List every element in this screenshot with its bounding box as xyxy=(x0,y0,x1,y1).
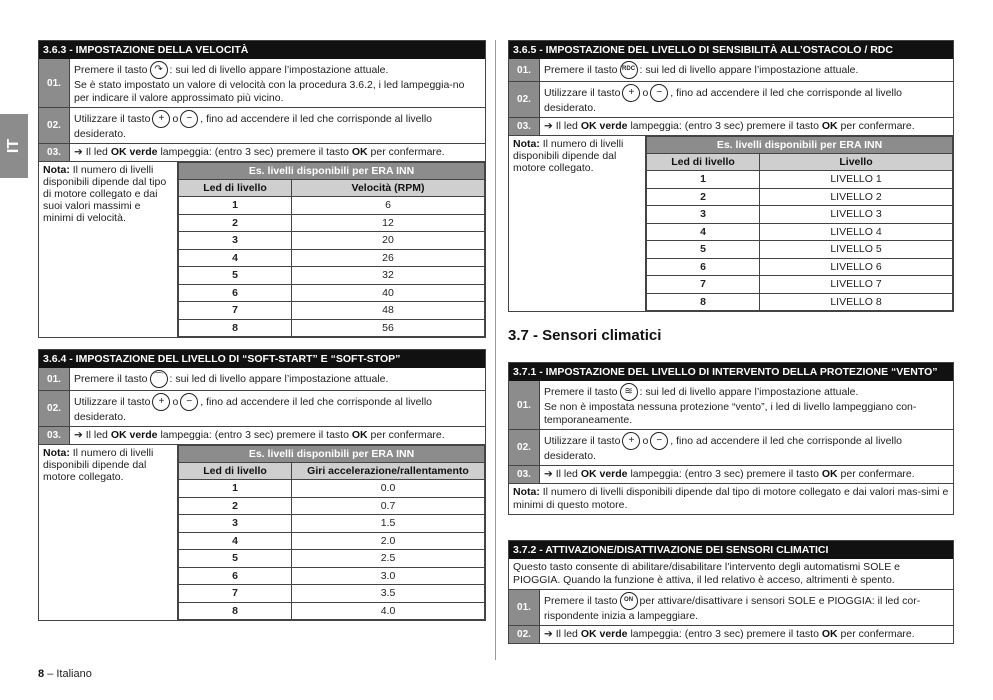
step-text-a: Premere il tasto xyxy=(544,385,618,398)
table-row xyxy=(179,302,485,320)
step-text-b: : sui led di livello appare l’impostazione attuale. xyxy=(639,63,859,76)
intro-text: Questo tasto consente di abilitare/disabilitare l’intervento degli automatismi SOLE e PIOGGIA. Quando la funzione è attiva, il led relativo è acceso, altrimenti è spento. xyxy=(513,561,900,586)
table-row xyxy=(179,497,485,515)
step-text-b: : sui led di livello appare l’impostazione attuale. xyxy=(639,385,859,398)
ok-key-label: OK xyxy=(351,429,368,441)
step-text-b: per attivare/disattivare i sensori SOLE e PIOGGIA: il led cor-rispondente inizia a lampeggiare. xyxy=(544,594,921,622)
table-row xyxy=(179,267,485,285)
step-text-c: per confermare. xyxy=(370,429,445,441)
note-label: Nota: xyxy=(513,486,540,498)
led-cell: 1 xyxy=(179,480,292,498)
table-row xyxy=(179,567,485,585)
step-number: 03. xyxy=(509,118,539,135)
led-cell: 6 xyxy=(179,284,292,302)
led-cell: 4 xyxy=(647,223,760,241)
plus-icon: + xyxy=(152,110,170,128)
value-cell: 0.7 xyxy=(292,497,485,515)
speed-key-icon: ↷ xyxy=(150,61,168,79)
ok-key-label: OK xyxy=(821,120,838,132)
levels-block xyxy=(39,161,485,337)
levels-block xyxy=(39,444,485,620)
step-text-a: ➔ Il led xyxy=(74,429,108,441)
table-row xyxy=(647,293,953,311)
value-cell: 6 xyxy=(292,197,485,215)
step-text-c: Se è stato impostato un valore di velocità con la procedura 3.6.2, i led lampeggia-no per indicare il valore approssimato più vicino. xyxy=(74,79,465,104)
value-cell: 4.0 xyxy=(292,602,485,620)
led-cell: 1 xyxy=(647,171,760,189)
step-text-b: : sui led di livello appare l’impostazione attuale. xyxy=(169,372,389,385)
page-footer xyxy=(38,668,92,680)
led-cell: 6 xyxy=(647,258,760,276)
table-row xyxy=(179,214,485,232)
column-header: Led di livello xyxy=(647,154,760,171)
section-3-6-4 xyxy=(38,349,486,621)
step-text xyxy=(539,466,953,483)
sensor-on-key-icon: ON xyxy=(620,592,638,610)
note-label: Nota: xyxy=(513,138,540,150)
table-row xyxy=(179,550,485,568)
step-text-b: , fino ad accendere il led che corrisponde al livello desiderato. xyxy=(74,395,433,423)
column-divider xyxy=(495,40,496,660)
minus-icon: − xyxy=(180,110,198,128)
value-cell: LIVELLO 8 xyxy=(760,293,953,311)
led-cell: 3 xyxy=(647,206,760,224)
step-number: 01. xyxy=(39,368,69,390)
section-title: 3.7.2 - ATTIVAZIONE/DISATTIVAZIONE DEI SENSORI CLIMATICI xyxy=(509,541,953,559)
led-cell: 6 xyxy=(179,567,292,585)
table-row xyxy=(179,480,485,498)
section-3-6-5 xyxy=(508,40,954,312)
led-cell: 4 xyxy=(179,249,292,267)
table-row xyxy=(179,284,485,302)
minus-icon: − xyxy=(650,432,668,450)
value-cell: LIVELLO 2 xyxy=(760,188,953,206)
step-text-b: , fino ad accendere il led che corrisponde al livello desiderato. xyxy=(74,112,433,140)
step-text-c: per confermare. xyxy=(370,146,445,158)
table-row xyxy=(647,223,953,241)
table-row xyxy=(647,241,953,259)
ok-key-label: OK xyxy=(351,146,368,158)
soft-start-key-icon: ⌒ xyxy=(150,370,168,388)
ok-green-label: OK verde xyxy=(580,468,628,480)
value-cell: LIVELLO 1 xyxy=(760,171,953,189)
step-02 xyxy=(39,107,485,143)
step-number: 02. xyxy=(39,108,69,143)
step-text-b: lampeggia: (entro 3 sec) premere il tasto xyxy=(630,468,819,480)
step-text xyxy=(539,590,953,625)
led-cell: 1 xyxy=(179,197,292,215)
step-number: 01. xyxy=(39,59,69,107)
note-text: Il numero di livelli disponibili dipende dal motore collegato. xyxy=(43,447,154,483)
value-cell: 3.0 xyxy=(292,567,485,585)
or-label: o xyxy=(172,395,179,408)
ok-key-label: OK xyxy=(821,628,838,640)
step-01 xyxy=(39,59,485,107)
step-text-a: Utilizzare il tasto xyxy=(74,395,151,408)
led-cell: 3 xyxy=(179,515,292,533)
step-text xyxy=(69,368,485,390)
table-row xyxy=(179,515,485,533)
ok-key-label: OK xyxy=(821,468,838,480)
table-title: Es. livelli disponibili per ERA INN xyxy=(647,137,953,154)
section-title: 3.6.3 - IMPOSTAZIONE DELLA VELOCITÀ xyxy=(39,41,485,59)
plus-icon: + xyxy=(622,84,640,102)
note xyxy=(509,483,953,514)
led-cell: 3 xyxy=(179,232,292,250)
step-text-a: ➔ Il led xyxy=(74,146,108,158)
section-title: 3.7.1 - IMPOSTAZIONE DEL LIVELLO DI INTERVENTO DELLA PROTEZIONE “VENTO” xyxy=(509,363,953,381)
step-number: 03. xyxy=(509,466,539,483)
value-cell: LIVELLO 7 xyxy=(760,276,953,294)
note-text: Il numero di livelli disponibili dipende dal tipo di motore collegato e dai valori mas-simi e minimi di questo motore. xyxy=(513,486,949,511)
table-row xyxy=(647,206,953,224)
section-3-7-2 xyxy=(508,540,954,644)
page-number: 8 xyxy=(38,668,45,680)
step-03 xyxy=(509,465,953,483)
or-label: o xyxy=(642,86,649,99)
step-text-c: Se non è impostata nessuna protezione “vento”, i led di livello lampeggiano con-temporaneamente. xyxy=(544,401,917,426)
step-number: 02. xyxy=(509,430,539,465)
table-title: Es. livelli disponibili per ERA INN xyxy=(179,163,485,180)
value-cell: 3.5 xyxy=(292,585,485,603)
step-03 xyxy=(39,143,485,161)
step-number: 02. xyxy=(39,391,69,426)
value-cell: 1.5 xyxy=(292,515,485,533)
table-title: Es. livelli disponibili per ERA INN xyxy=(179,446,485,463)
ok-green-label: OK verde xyxy=(580,120,628,132)
column-header: Livello xyxy=(760,154,953,171)
step-text-c: per confermare. xyxy=(840,468,915,480)
step-number: 02. xyxy=(509,82,539,117)
step-02 xyxy=(39,390,485,426)
levels-block xyxy=(509,135,953,311)
step-text-b: lampeggia: (entro 3 sec) premere il tasto xyxy=(630,120,819,132)
led-cell: 5 xyxy=(179,550,292,568)
table-row xyxy=(647,171,953,189)
led-cell: 8 xyxy=(179,319,292,337)
step-number: 03. xyxy=(39,144,69,161)
table-row xyxy=(647,188,953,206)
page-language: – Italiano xyxy=(47,668,92,680)
value-cell: 48 xyxy=(292,302,485,320)
led-cell: 5 xyxy=(647,241,760,259)
note-text: Il numero di livelli disponibili dipende dal motore collegato. xyxy=(513,138,624,174)
step-text-c: per confermare. xyxy=(840,628,915,640)
step-text-a: Utilizzare il tasto xyxy=(544,86,621,99)
value-cell: LIVELLO 3 xyxy=(760,206,953,224)
step-03 xyxy=(509,117,953,135)
note xyxy=(39,162,178,337)
note-label: Nota: xyxy=(43,164,70,176)
step-text-a: ➔ Il led xyxy=(544,628,578,640)
language-tab-label: IT xyxy=(5,138,22,154)
section-title: 3.6.4 - IMPOSTAZIONE DEL LIVELLO DI “SOFT-START” E “SOFT-STOP” xyxy=(39,350,485,368)
table-row xyxy=(647,276,953,294)
led-cell: 2 xyxy=(179,497,292,515)
section-3-6-3 xyxy=(38,40,486,338)
table-row xyxy=(179,532,485,550)
value-cell: 20 xyxy=(292,232,485,250)
step-02 xyxy=(509,429,953,465)
step-01 xyxy=(509,381,953,429)
step-text xyxy=(539,626,953,643)
value-cell: 12 xyxy=(292,214,485,232)
step-text xyxy=(539,82,953,117)
value-cell: 2.5 xyxy=(292,550,485,568)
column-header: Led di livello xyxy=(179,463,292,480)
step-number: 01. xyxy=(509,590,539,625)
value-cell: 56 xyxy=(292,319,485,337)
step-text xyxy=(539,430,953,465)
or-label: o xyxy=(172,112,179,125)
led-cell: 8 xyxy=(179,602,292,620)
ok-green-label: OK verde xyxy=(110,146,158,158)
step-text xyxy=(69,427,485,444)
rdc-key-icon: RDC xyxy=(620,61,638,79)
step-text xyxy=(539,59,953,81)
step-02 xyxy=(509,625,953,643)
note-label: Nota: xyxy=(43,447,70,459)
ok-green-label: OK verde xyxy=(580,628,628,640)
value-cell: 32 xyxy=(292,267,485,285)
value-cell: 0.0 xyxy=(292,480,485,498)
led-cell: 4 xyxy=(179,532,292,550)
levels-table xyxy=(178,162,485,337)
step-text-b: , fino ad accendere il led che corrisponde al livello desiderato. xyxy=(544,86,903,114)
led-cell: 8 xyxy=(647,293,760,311)
step-text-a: Premere il tasto xyxy=(544,63,618,76)
step-text-a: Premere il tasto xyxy=(74,63,148,76)
value-cell: LIVELLO 4 xyxy=(760,223,953,241)
value-cell: 2.0 xyxy=(292,532,485,550)
step-number: 01. xyxy=(509,381,539,429)
section-title: 3.6.5 - IMPOSTAZIONE DEL LIVELLO DI SENSIBILITÀ ALL’OSTACOLO / RDC xyxy=(509,41,953,59)
note-text: Il numero di livelli disponibili dipende dal tipo di motore collegato e dai suoi valori massimi e minimi di velocità. xyxy=(43,164,167,224)
step-text-b: lampeggia: (entro 3 sec) premere il tasto xyxy=(160,429,349,441)
led-cell: 5 xyxy=(179,267,292,285)
table-row xyxy=(179,319,485,337)
step-text-a: ➔ Il led xyxy=(544,120,578,132)
step-text-b: lampeggia: (entro 3 sec) premere il tasto xyxy=(630,628,819,640)
plus-icon: + xyxy=(152,393,170,411)
step-text xyxy=(539,118,953,135)
note xyxy=(39,445,178,620)
led-cell: 7 xyxy=(647,276,760,294)
step-text-a: Premere il tasto xyxy=(74,372,148,385)
step-text-a: ➔ Il led xyxy=(544,468,578,480)
step-text xyxy=(69,108,485,143)
step-01 xyxy=(39,368,485,390)
step-number: 02. xyxy=(509,626,539,643)
led-cell: 7 xyxy=(179,302,292,320)
led-cell: 2 xyxy=(647,188,760,206)
table-row xyxy=(647,258,953,276)
step-text-b: lampeggia: (entro 3 sec) premere il tasto xyxy=(160,146,349,158)
note xyxy=(509,136,646,311)
step-text-a: Utilizzare il tasto xyxy=(74,112,151,125)
step-text-c: per confermare. xyxy=(840,120,915,132)
step-text xyxy=(69,144,485,161)
step-text-b: : sui led di livello appare l’impostazione attuale. xyxy=(169,63,389,76)
step-text xyxy=(539,381,953,429)
or-label: o xyxy=(642,434,649,447)
value-cell: 26 xyxy=(292,249,485,267)
step-text-a: Premere il tasto xyxy=(544,594,618,607)
minus-icon: − xyxy=(650,84,668,102)
step-number: 03. xyxy=(39,427,69,444)
value-cell: LIVELLO 5 xyxy=(760,241,953,259)
table-row xyxy=(179,585,485,603)
table-row xyxy=(179,602,485,620)
step-text xyxy=(69,59,485,107)
table-row xyxy=(179,232,485,250)
column-header: Giri accelerazione/rallentamento xyxy=(292,463,485,480)
led-cell: 2 xyxy=(179,214,292,232)
section-3-7-1 xyxy=(508,362,954,515)
plus-icon: + xyxy=(622,432,640,450)
led-cell: 7 xyxy=(179,585,292,603)
column-header: Velocità (RPM) xyxy=(292,180,485,197)
section-heading: 3.7 - Sensori climatici xyxy=(508,327,662,344)
value-cell: LIVELLO 6 xyxy=(760,258,953,276)
step-01 xyxy=(509,59,953,81)
step-text-b: , fino ad accendere il led che corrisponde al livello desiderato. xyxy=(544,434,903,462)
step-text xyxy=(69,391,485,426)
ok-green-label: OK verde xyxy=(110,429,158,441)
step-text-a: Utilizzare il tasto xyxy=(544,434,621,447)
step-02 xyxy=(509,81,953,117)
wind-key-icon: ≋ xyxy=(620,383,638,401)
value-cell: 40 xyxy=(292,284,485,302)
levels-table xyxy=(178,445,485,620)
step-number: 01. xyxy=(509,59,539,81)
levels-table xyxy=(646,136,953,311)
column-header: Led di livello xyxy=(179,180,292,197)
minus-icon: − xyxy=(180,393,198,411)
language-tab xyxy=(0,114,28,178)
table-row xyxy=(179,197,485,215)
step-03 xyxy=(39,426,485,444)
step-01 xyxy=(509,589,953,625)
table-row xyxy=(179,249,485,267)
